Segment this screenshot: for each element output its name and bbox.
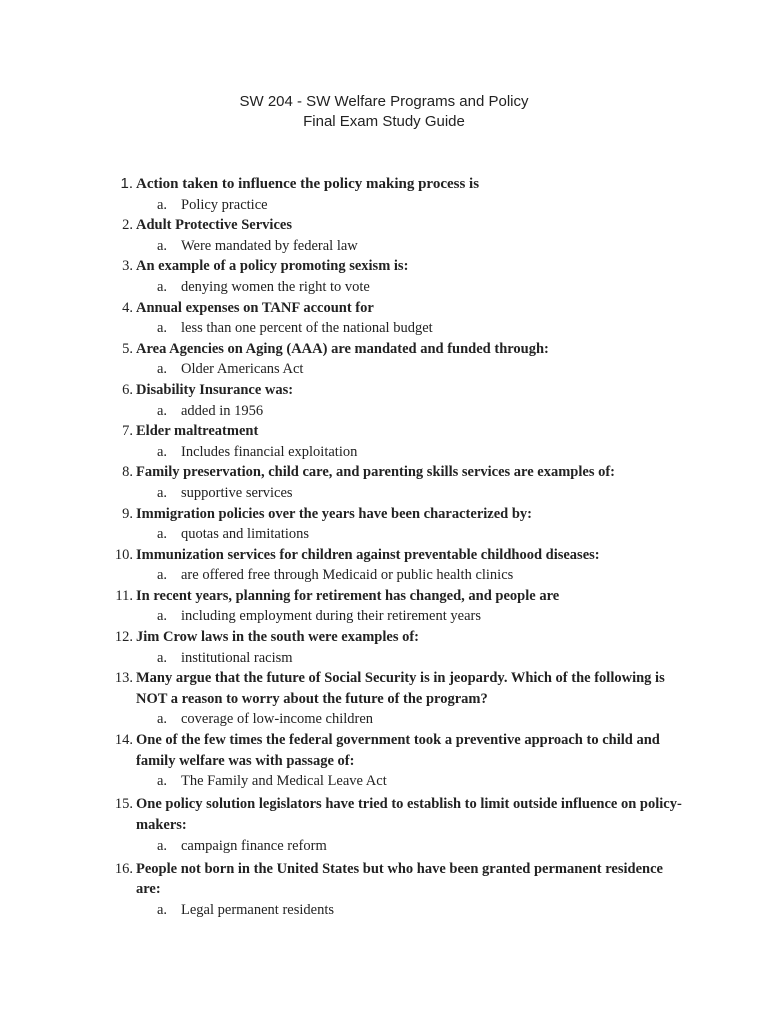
list-item — [0, 174, 768, 215]
question-number: 14. — [114, 732, 133, 749]
answer-label: a. — [157, 196, 168, 213]
course-title: SW 204 - SW Welfare Programs and Policy — [239, 93, 529, 110]
answer-text: denying women the right to vote — [181, 278, 370, 295]
answer-label: a. — [157, 649, 168, 666]
answer-label: a. — [157, 443, 168, 460]
question-text: Immunization services for children against preventable childhood diseases: — [136, 546, 600, 563]
answer-label: a. — [157, 237, 168, 254]
question-text: Annual expenses on TANF account for — [136, 299, 374, 316]
question-number: 10. — [114, 546, 133, 563]
list-item — [0, 298, 768, 339]
answer-label: a. — [157, 484, 168, 501]
answer-text: Were mandated by federal law — [181, 237, 358, 254]
question-text: Jim Crow laws in the south were examples of: — [136, 629, 419, 646]
question-row — [0, 627, 768, 648]
question-row — [0, 545, 768, 566]
answer-row — [0, 771, 768, 792]
list-item — [0, 859, 768, 921]
answer-row — [0, 524, 768, 545]
list-item — [0, 627, 768, 668]
answer-row — [0, 195, 768, 216]
question-number: 4. — [122, 299, 133, 316]
document-header — [0, 92, 768, 132]
answer-label: a. — [157, 526, 168, 543]
answer-text: Policy practice — [181, 196, 268, 213]
question-text: Many argue that the future of Social Security is in jeopardy. Which of the following is NOT a reason to worry about the future of the program? — [136, 670, 665, 707]
list-item — [0, 730, 768, 792]
question-number: 2. — [122, 217, 133, 234]
question-text: One policy solution legislators have tried to establish to limit outside influence on policy-makers: — [136, 796, 682, 833]
question-number: 9. — [122, 505, 133, 522]
answer-label: a. — [157, 278, 168, 295]
list-item — [0, 668, 768, 730]
answer-text: Older Americans Act — [181, 361, 304, 378]
question-text: An example of a policy promoting sexism is: — [136, 258, 409, 275]
question-number: 16. — [114, 860, 133, 877]
question-row — [0, 586, 768, 607]
list-item — [0, 545, 768, 586]
question-text: Family preservation, child care, and parenting skills services are examples of: — [136, 464, 616, 481]
question-text: Area Agencies on Aging (AAA) are mandated and funded through: — [136, 340, 549, 357]
question-number: 7. — [122, 423, 133, 440]
list-item — [0, 380, 768, 421]
list-item — [0, 421, 768, 462]
question-text: Elder maltreatment — [136, 423, 259, 440]
question-text: In recent years, planning for retirement has changed, and people are — [136, 587, 560, 604]
answer-row — [0, 565, 768, 586]
question-row — [0, 215, 768, 236]
question-number: 12. — [114, 629, 133, 646]
answer-row — [0, 442, 768, 463]
answer-row — [0, 709, 768, 730]
answer-row — [0, 606, 768, 627]
list-item — [0, 215, 768, 256]
question-number: 11. — [115, 587, 133, 604]
question-row — [0, 859, 768, 900]
question-list — [0, 174, 768, 920]
answer-label: a. — [157, 361, 168, 378]
answer-label: a. — [157, 320, 168, 337]
answer-label: a. — [157, 567, 168, 584]
question-row — [0, 462, 768, 483]
answer-label: a. — [157, 901, 168, 918]
answer-label: a. — [157, 402, 168, 419]
answer-label: a. — [157, 711, 168, 728]
question-number: 5. — [122, 340, 133, 357]
answer-text: institutional racism — [181, 649, 293, 666]
question-row — [0, 380, 768, 401]
question-text: Adult Protective Services — [136, 217, 292, 234]
answer-row — [0, 318, 768, 339]
question-row — [0, 794, 768, 835]
answer-text: coverage of low-income children — [181, 711, 374, 728]
answer-text: less than one percent of the national budget — [181, 320, 433, 337]
answer-text: Legal permanent residents — [181, 901, 334, 918]
answer-row — [0, 483, 768, 504]
answer-text: supportive services — [181, 484, 293, 501]
question-number: 8. — [122, 464, 133, 481]
answer-text: quotas and limitations — [181, 526, 310, 543]
question-row — [0, 504, 768, 525]
question-row — [0, 730, 768, 771]
answer-text: campaign finance reform — [181, 837, 327, 854]
list-item — [0, 339, 768, 380]
answer-row — [0, 401, 768, 422]
document-title: Final Exam Study Guide — [303, 113, 465, 130]
question-number: 13. — [114, 670, 133, 687]
question-row — [0, 421, 768, 442]
question-number: 1. — [120, 175, 133, 192]
question-text: Immigration policies over the years have been characterized by: — [136, 505, 532, 522]
answer-row — [0, 648, 768, 669]
answer-row — [0, 836, 768, 857]
question-text: Disability Insurance was: — [136, 381, 294, 398]
list-item — [0, 794, 768, 856]
question-text: Action taken to influence the policy making process is — [136, 176, 480, 192]
question-row — [0, 339, 768, 360]
question-text: People not born in the United States but who have been granted permanent residence are: — [136, 860, 663, 898]
answer-text: are offered free through Medicaid or public health clinics — [181, 567, 514, 584]
answer-row — [0, 236, 768, 257]
answer-row — [0, 900, 768, 921]
question-row — [0, 174, 768, 195]
question-text: One of the few times the federal government took a preventive approach to child and family welfare was with passage of: — [136, 732, 660, 769]
question-row — [0, 668, 768, 709]
answer-text: added in 1956 — [181, 402, 264, 419]
question-row — [0, 256, 768, 277]
answer-label: a. — [157, 837, 168, 854]
answer-label: a. — [157, 773, 168, 790]
list-item — [0, 256, 768, 297]
answer-text: Includes financial exploitation — [181, 443, 358, 460]
question-row — [0, 298, 768, 319]
list-item — [0, 586, 768, 627]
answer-row — [0, 359, 768, 380]
list-item — [0, 462, 768, 503]
question-number: 15. — [114, 796, 133, 813]
answer-text: including employment during their retirement years — [181, 608, 481, 625]
list-item — [0, 504, 768, 545]
question-number: 6. — [122, 381, 133, 398]
answer-row — [0, 277, 768, 298]
question-number: 3. — [122, 258, 133, 275]
answer-text: The Family and Medical Leave Act — [181, 773, 387, 790]
answer-label: a. — [157, 608, 168, 625]
